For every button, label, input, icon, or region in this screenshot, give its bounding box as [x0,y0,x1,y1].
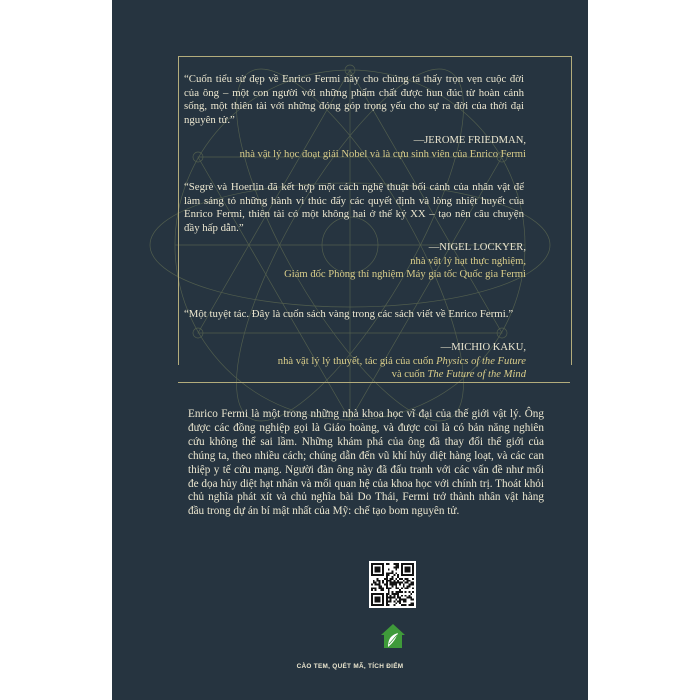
quote-3-author: —MICHIO KAKU, [440,342,526,353]
quote-2-attribution [166,241,526,282]
quote-2-author-role-2: Giám đốc Phòng thí nghiệm Máy gia tốc Quốc gia Fermi [284,269,526,281]
quote-3-attribution [166,341,526,382]
section-divider [178,382,570,383]
quote-3-author-role-2 [166,368,526,382]
quote-3-author-role-1 [166,355,526,369]
publisher-logo-icon [378,621,408,651]
quote-1-author-role: nhà vật lý học đoạt giải Nobel và là cựu sinh viên của Enrico Fermi [239,148,526,160]
qr-code[interactable] [369,561,416,608]
quote-3-book-1: Physics of the Future [436,355,526,367]
quote-1-attribution [166,134,526,161]
quote-3-role-2-prefix: và cuốn [391,369,428,381]
quote-1-author: —JEROME FRIEDMAN, [413,135,526,146]
qr-code-pattern [369,561,416,608]
quote-3-book-2: The Future of the Mind [427,369,526,381]
back-cover [112,0,588,700]
quote-2-author-role-1: nhà vật lý hạt thực nghiệm, [410,255,526,267]
quote-2-author: —NIGEL LOCKYER, [428,242,526,253]
quote-3-role-prefix: nhà vật lý lý thuyết, tác giả của cuốn [277,355,437,367]
scratch-scan-points-label: CÀO TEM, QUÉT MÃ, TÍCH ĐIỂM [296,663,404,670]
quote-1-text: “Cuốn tiểu sử đẹp về Enrico Fermi này cho chúng ta thấy trọn vẹn cuộc đời của ông – một con người với những phẩm chất được hun đúc từ hoàn cảnh sống, một thiên tài với những đóng góp trọng yếu cho sự ra đời của thời đại nguyên tử.” [184,73,524,126]
book-description: Enrico Fermi là một trong những nhà khoa học vĩ đại của thế giới vật lý. Ông được các đồng nghiệp gọi là Giáo hoàng, và được coi là có bản năng nghiên cứu không thể sai lầm. Những khám phá của ông đã thay đổi thế giới của chúng ta, theo nhiều cách; chúng dẫn đến vũ khí hủy diệt hàng loạt, và các can thiệp y tế cứu mạng. Người đàn ông này đã đấu tranh với các vấn đề như mối đe dọa hủy diệt hạt nhân và mối quan hệ của khoa học với chính trị. Thoát khỏi chủ nghĩa phát xít và chủ nghĩa bài Do Thái, Fermi trở thành nhân vật hàng đầu trong dự án bí mật nhất của Mỹ: chế tạo bom nguyên tử. [188,408,544,518]
quote-2-text: “Segrè và Hoerlin đã kết hợp một cách nghệ thuật bối cảnh của nhân vật để làm sáng tỏ những hành vi thúc đẩy các quyết định và lòng nhiệt huyết của Enrico Fermi, thiên tài có một không hai ở thế kỷ XX – tạo nên câu chuyện đầy hấp dẫn.” [184,181,524,234]
quote-3-text: “Một tuyệt tác. Đây là cuốn sách vàng trong các sách viết về Enrico Fermi.” [184,308,514,320]
